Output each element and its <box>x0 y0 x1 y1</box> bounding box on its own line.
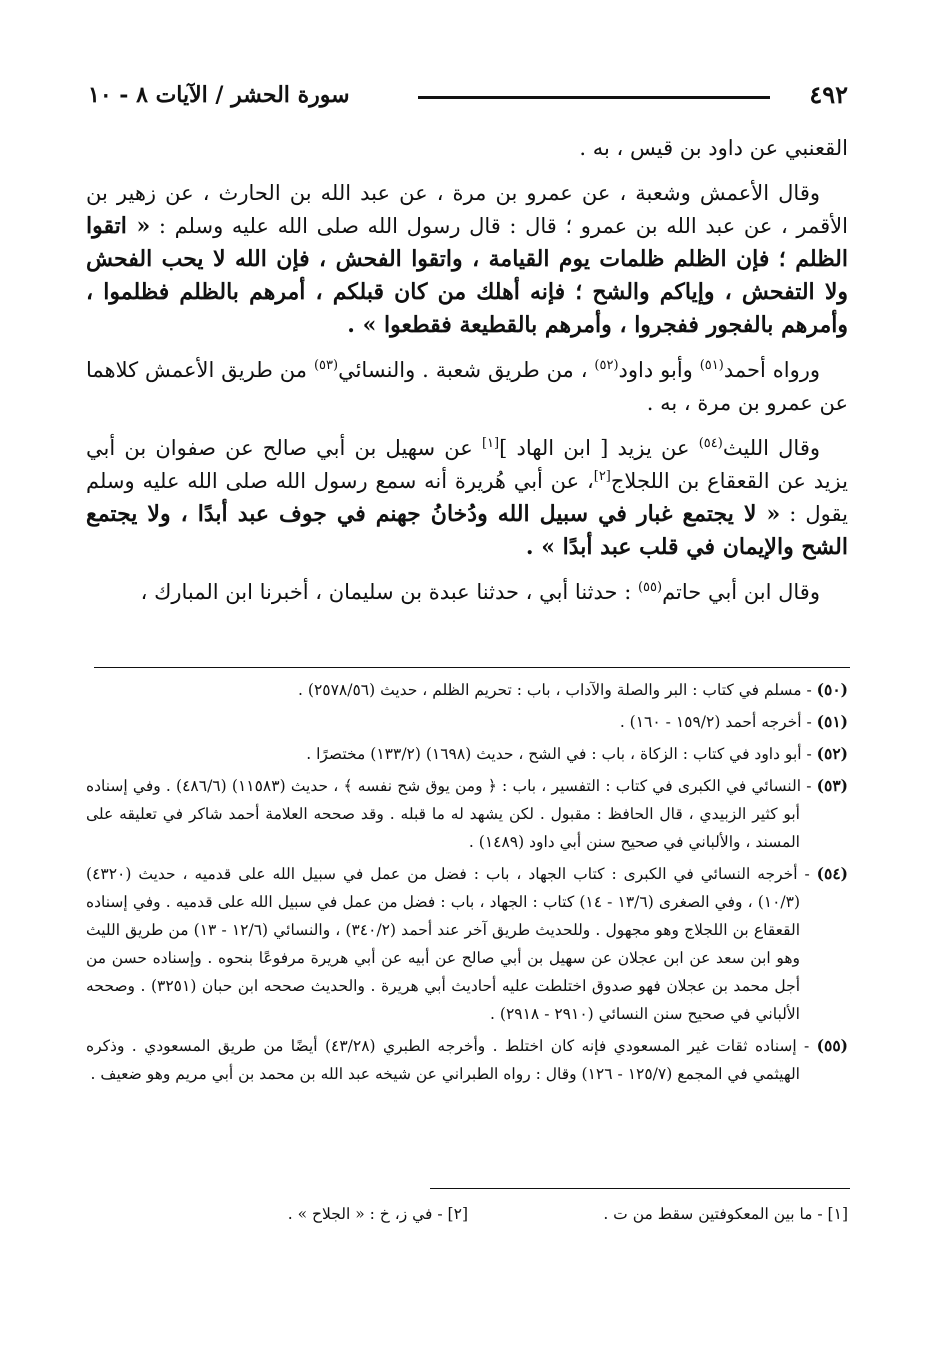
textual-variants <box>86 1200 848 1232</box>
isnad-text: وقال الأعمش وشعبة ، عن عمرو بن مرة ، عن عبد الله بن الحارث ، عن زهير بن الأقمر ، عن عبد الله بن عمرو ؛ قال : قال رسول الله صلى الله عليه وسلم : <box>86 181 848 238</box>
footnote-item <box>86 708 848 736</box>
variant-note-2: [٢] - في ز، خ : « الجلاح » . <box>287 1205 468 1223</box>
footnote-ref[interactable]: (٥٤) <box>698 436 723 451</box>
footnote-text: - إسناده ثقات غير المسعودي فإنه كان اختلط . وأخرجه الطبري (٤٣/٢٨) أيضًا من طريق المسعودي . وذكره الهيثمي في المجمع (١٢٥/٧ - ١٢٦) وقال : رواه الطبراني عن شيخه عبد الله بن محمد بن أبي مريم وهو ضعيف . <box>86 1037 817 1083</box>
footnote-text: - مسلم في كتاب : البر والصلة والآداب ، باب : تحريم الظلم ، حديث (٢٥٧٨/٥٦) . <box>298 681 817 699</box>
footnote-text: - أبو داود في كتاب : الزكاة ، باب : في الشح ، حديث (١٦٩٨) (١٣٣/٢) مختصرًا . <box>306 745 817 763</box>
footnote-number: (٥٤) <box>816 864 848 883</box>
hadith-text: « اتقوا الظلم ؛ فإن الظلم ظلمات يوم القيامة ، واتقوا الفحش ، فإن الله لا يحب الفحش ولا التفحش ، وإياكم والشح ؛ فإنه أهلك من كان قبلكم ، أمرهم بالظلم فظلموا ، وأمرهم بالفجور ففجروا ، وأمرهم بالقطيعة فقطعوا » . <box>86 213 848 338</box>
text-segment: ، من طريق شعبة . والنسائي <box>338 358 595 382</box>
footnote-item <box>86 860 848 1028</box>
text-segment: وقال الليث <box>722 436 821 460</box>
footnotes <box>86 676 848 1092</box>
text-segment: ورواه أحمد <box>723 358 820 382</box>
footnote-number: (٥٣) <box>816 776 848 795</box>
text-segment: وقال ابن أبي حاتم <box>662 580 820 604</box>
text-segment: عن سهيل بن أبي صالح عن صفوان بن أبي يزيد عن القعقاع بن اللجلاج <box>86 436 848 493</box>
footnote-ref[interactable]: (٥٢) <box>594 358 619 373</box>
text-segment: من طريق الأعمش كلاهما عن عمرو بن مرة ، به . <box>86 358 848 415</box>
footnote-ref[interactable]: (٥١) <box>699 358 724 373</box>
variant-ref[interactable]: [٢] <box>593 469 611 484</box>
variant-note-1: [١] - ما بين المعكوفتين سقط من ت . <box>603 1205 848 1223</box>
footnote-separator <box>94 667 850 668</box>
footnote-item <box>86 740 848 768</box>
footnote-number: (٥٢) <box>816 744 848 763</box>
paragraph-2 <box>86 177 848 342</box>
footnote-ref[interactable]: (٥٥) <box>637 580 663 595</box>
variant-ref[interactable]: [١] <box>481 436 500 451</box>
text-segment: : حدثنا أبي ، حدثنا عبدة بن سليمان ، أخبرنا ابن المبارك ، <box>140 580 638 604</box>
variants-separator <box>430 1188 850 1189</box>
header-rule <box>418 96 770 99</box>
footnote-text: - أخرجه أحمد (١٥٩/٢ - ١٦٠) . <box>619 713 817 731</box>
footnote-item <box>86 1032 848 1088</box>
footnote-number: (٥٥) <box>816 1036 848 1055</box>
page-header <box>88 80 848 116</box>
hadith-text: « لا يجتمع غبار في سبيل الله ودُخانُ جهنم في جوف عبد أبدًا ، ولا يجتمع الشح والإيمان في قلب عبد أبدًا » . <box>86 501 848 560</box>
footnote-number: (٥٠) <box>816 680 848 699</box>
footnote-item <box>86 676 848 704</box>
main-text <box>86 132 848 621</box>
text-segment: عن يزيد [ ابن الهاد ] <box>499 436 699 460</box>
footnote-text: - النسائي في الكبرى في كتاب : التفسير ، باب : ﴿ ومن يوق شح نفسه ﴾ ، حديث (١١٥٨٣) (٤٨٦/٦) . وفي إسناده أبو كثير الزبيدي ، قال الحافظ : مقبول . لكن يشهد له ما قبله . وقد صححه العلامة أحمد شاكر في تعليقه على المسند ، والألباني في صحيح سنن أبي داود (١٤٨٩) . <box>86 777 817 851</box>
paragraph-3 <box>86 354 848 420</box>
footnote-text: - أخرجه النسائي في الكبرى : كتاب الجهاد ، باب : فضل من عمل في سبيل الله على قدميه ، حديث (٤٣٢٠) (١٠/٣) ، وفي الصغرى (١٣/٦ - ١٤) كتاب : الجهاد ، باب : فضل من عمل في سبيل الله على قدميه . وفي إسناده القعقاع بن اللجلاج وهو مجهول . وللحديث طريق آخر عند أحمد (٣٤٠/٢) ، والنسائي (١٢/٦ - ١٣) من طريق الليث وهو ابن سعد عن ابن عجلان عن سهيل بن أبي صالح عن أبيه عن أبي هريرة مرفوعًا بنحوه . وإسناده حسن من أجل محمد بن عجلان فهو صدوق اختلطت عليه أحاديث أبي هريرة . والحديث صححه ابن حبان (٣٢٥١) . وصححه الألباني في صحيح سنن النسائي (٢٩١٠ - ٢٩١٨) . <box>86 865 817 1023</box>
paragraph-1: القعنبي عن داود بن قيس ، به . <box>579 136 848 160</box>
text-segment: ، عن أبي هُريرة أنه سمع رسول الله صلى الله عليه وسلم يقول : <box>86 469 848 526</box>
running-title: سورة الحشر / الآيات ٨ - ١٠ <box>88 82 350 108</box>
text-segment: وأبو داود <box>618 358 700 382</box>
paragraph-4 <box>86 432 848 564</box>
footnote-number: (٥١) <box>816 712 848 731</box>
footnote-item <box>86 772 848 856</box>
page-number: ٤٩٢ <box>809 80 848 109</box>
paragraph-5 <box>86 576 848 609</box>
footnote-ref[interactable]: (٥٣) <box>313 358 339 373</box>
